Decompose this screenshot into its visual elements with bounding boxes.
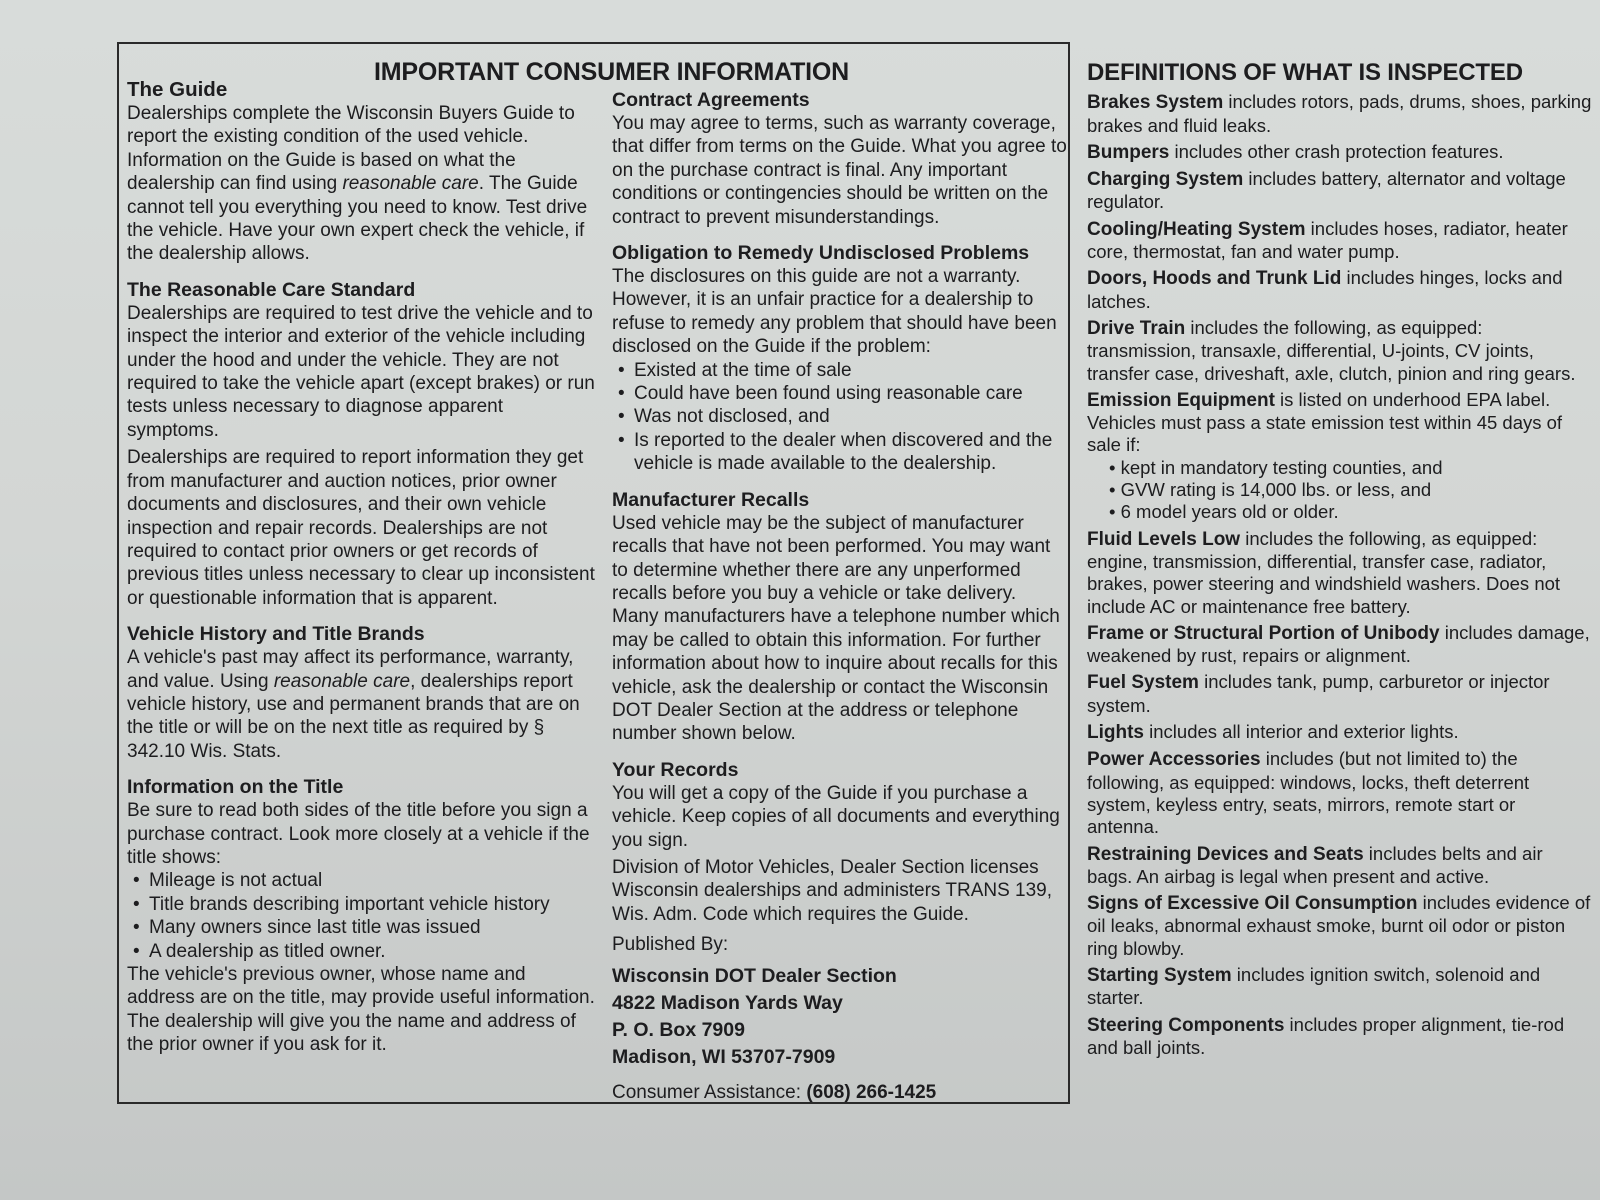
definition-text: includes the following, as equipped: engine, transmission, differential, transfer case, radiator, brakes, power steering and windshield washers. Does not include AC or maintenance free battery. [1087, 527, 1561, 617]
paragraph: Dealerships are required to report information they get from manufacturer and auction notices, prior owner documents and disclosures, and their own vehicle inspection and repair records. Dealerships are not required to contact prior owners or get records of previous titles unless necessary to clear up inconsistent or questionable information that is apparent. [127, 447, 595, 609]
definition-item [1087, 528, 1592, 618]
section-records [612, 758, 1067, 1104]
list-item: • Existed at the time of sale [634, 359, 1067, 382]
section-title-info [127, 775, 597, 1056]
emphasis: reasonable care [273, 670, 411, 692]
section-heading: Manufacturer Recalls [612, 488, 810, 511]
definition-text: includes hoses, radiator, heater core, thermostat, fan and water pump. [1087, 217, 1568, 263]
definition-term: Brakes System [1087, 92, 1224, 114]
definition-term: Doors, Hoods and Trunk Lid [1087, 268, 1342, 290]
assist-label: Consumer Assistance: [612, 1081, 807, 1103]
text: Dealerships complete the Wisconsin Buyers Guide to report the existing condition of the used vehicle. Information on the Guide is based on what the dealership can find using [127, 103, 575, 195]
text: , dealerships report vehicle history, use and permanent brands that are on the title or will be on the next title as required by § 342.10 Wis. Stats. [127, 670, 580, 762]
paragraph: The disclosures on this guide are not a warranty. However, it is an unfair practice for a dealership to refuse to remedy any problem that should have been disclosed on the Guide if the problem: [612, 266, 1057, 358]
definition-text: includes proper alignment, tie-rod and ball joints. [1087, 1013, 1565, 1058]
definition-item [1087, 622, 1592, 668]
definition-text: includes evidence of oil leaks, abnormal exhaust smoke, burnt oil odor or piston ring blowby. [1087, 892, 1591, 959]
definition-item [1087, 721, 1592, 744]
emphasis: reasonable care [342, 173, 479, 195]
definition-term: Fuel System [1087, 672, 1199, 694]
definition-term: Frame or Structural Portion of Unibody [1087, 622, 1440, 644]
list-item: • Was not disclosed, and [634, 405, 1067, 428]
definition-item [1087, 1014, 1592, 1060]
text: . The Guide cannot tell you everything you need to know. Test drive the vehicle. Have your own expert check the vehicle, if the dealership allows. [127, 173, 588, 265]
definition-item [1087, 267, 1592, 313]
definition-text: includes tank, pump, carburetor or injector system. [1087, 671, 1550, 716]
definition-subitem: • kept in mandatory testing counties, and [1109, 456, 1443, 478]
definition-text: is listed on underhood EPA label. Vehicles must pass a state emission test within 45 days of sale if: [1087, 388, 1563, 456]
address-line: Madison, WI 53707-7909 [612, 1045, 836, 1068]
middle-column [612, 88, 1067, 1104]
definition-term: Fluid Levels Low [1087, 528, 1241, 550]
definition-term: Restraining Devices and Seats [1087, 843, 1364, 865]
definition-text: includes rotors, pads, drums, shoes, parking brakes and fluid leaks. [1087, 91, 1592, 136]
paragraph: You will get a copy of the Guide if you purchase a vehicle. Keep copies of all documents and everything you sign. [612, 782, 1060, 851]
page-title: IMPORTANT CONSUMER INFORMATION [374, 58, 849, 86]
published-by-label: Published By: [612, 934, 729, 956]
definition-text: includes (but not limited to) the following, as equipped: windows, locks, theft deterrent system, keyless entry, seats, mirrors, remote start or antenna. [1087, 748, 1530, 838]
definition-text: includes other crash protection features. [1169, 140, 1504, 162]
definition-term: Charging System [1087, 169, 1244, 191]
definition-item [1087, 168, 1592, 214]
definition-text: includes damage, weakened by rust, repairs or alignment. [1087, 621, 1590, 667]
definition-item [1087, 317, 1592, 385]
bullet-list [127, 869, 597, 963]
address-line: Wisconsin DOT Dealer Section [612, 964, 897, 987]
paragraph: Division of Motor Vehicles, Dealer Section licenses Wisconsin dealerships and administers TRANS 139, Wis. Adm. Code which requires the Guide. [612, 856, 1053, 925]
list-item: • Could have been found using reasonable care [634, 382, 1067, 405]
definition-term: Signs of Excessive Oil Consumption [1087, 893, 1418, 915]
definitions-list [1087, 91, 1592, 1059]
section-vehicle-history [127, 622, 597, 763]
history-paragraph [127, 646, 597, 763]
definition-item [1087, 218, 1592, 264]
consumer-assistance [612, 1081, 1067, 1104]
definition-text: includes battery, alternator and voltage regulator. [1087, 168, 1566, 213]
list-item: • A dealership as titled owner. [149, 940, 597, 963]
definitions-title: DEFINITIONS OF WHAT IS INSPECTED [1087, 59, 1523, 86]
section-heading: Information on the Title [127, 776, 344, 799]
section-the-guide [127, 78, 597, 266]
assist-phone: (608) 266-1425 [806, 1081, 937, 1103]
definition-item [1087, 892, 1592, 960]
paragraph: Dealerships are required to test drive the vehicle and to inspect the interior and exterior of the vehicle including under the hood and under the vehicle. They are not required to take the vehicle apart (except brakes) or run tests unless necessary to diagnose apparent symptoms. [127, 302, 595, 441]
definition-subitem: • GVW rating is 14,000 lbs. or less, and [1109, 479, 1432, 501]
definition-text: includes belts and air bags. An airbag is legal when present and active. [1087, 842, 1543, 887]
section-heading: The Reasonable Care Standard [127, 278, 416, 301]
definition-text: includes all interior and exterior lights. [1144, 721, 1459, 743]
list-item: • Mileage is not actual [149, 869, 597, 892]
definition-term: Bumpers [1087, 141, 1170, 163]
paragraph: You may agree to terms, such as warranty coverage, that differ from terms on the Guide. What you agree to on the purchase contract is final. Any important conditions or contingencies should be written on the contract to prevent misunderstandings. [612, 113, 1067, 228]
definition-term: Steering Components [1087, 1014, 1285, 1036]
section-reasonable-care [127, 278, 597, 610]
bullet-list [612, 359, 1067, 476]
list-item: • Many owners since last title was issued [149, 916, 597, 939]
mailing-address [612, 963, 1067, 1071]
address-line: P. O. Box 7909 [612, 1018, 745, 1041]
definition-item [1087, 748, 1592, 838]
definition-item [1087, 91, 1592, 137]
definition-text: includes the following, as equipped: transmission, transaxle, differential, U-joints, CV joints, transfer case, driveshaft, axle, clutch, pinion and ring gears. [1087, 316, 1576, 384]
definition-item [1087, 141, 1592, 164]
paragraph: Used vehicle may be the subject of manufacturer recalls that have not been performed. You may want to determine whether there are any unperformed recalls before you buy a vehicle or take delivery. Many manufacturers have a telephone number which may be called to obtain this information. For further information about how to inquire about recalls for this vehicle, ask the dealership or contact the Wisconsin DOT Dealer Section at the address or telephone number shown below. [612, 512, 1060, 745]
left-column [127, 78, 597, 1069]
section-heading: Contract Agreements [612, 89, 810, 111]
guide-paragraph [127, 102, 597, 266]
section-heading: Vehicle History and Title Brands [127, 623, 425, 646]
definition-term: Drive Train [1087, 317, 1186, 339]
definition-term: Power Accessories [1087, 749, 1261, 771]
list-item: • Is reported to the dealer when discovered and the vehicle is made available to the dealership. [634, 429, 1067, 476]
definition-item [1087, 389, 1592, 524]
section-recalls [612, 488, 1067, 746]
text: A vehicle's past may affect its performance, warranty, and value. Using [127, 647, 574, 692]
paragraph: Be sure to read both sides of the title before you sign a purchase contract. Look more closely at a vehicle if the title shows: [127, 800, 590, 868]
definition-term: Emission Equipment [1087, 389, 1275, 411]
section-heading: The Guide [127, 78, 228, 101]
section-contract [612, 88, 1067, 229]
definition-text: includes hinges, locks and latches. [1087, 267, 1563, 312]
section-heading: Obligation to Remedy Undisclosed Problems [612, 242, 1030, 265]
address-line: 4822 Madison Yards Way [612, 991, 843, 1014]
definition-item [1087, 671, 1592, 717]
definition-subitem: • 6 model years old or older. [1109, 501, 1339, 523]
definition-term: Cooling/Heating System [1087, 218, 1306, 240]
section-obligation [612, 241, 1067, 476]
definition-text: includes ignition switch, solenoid and starter. [1087, 963, 1541, 1009]
section-heading: Your Records [612, 758, 739, 781]
definition-item [1087, 843, 1592, 889]
definition-term: Starting System [1087, 964, 1232, 986]
paragraph: The vehicle's previous owner, whose name and address are on the title, may provide useful information. The dealership will give you the name and address of the prior owner if you ask for it. [127, 964, 595, 1056]
list-item: • Title brands describing important vehicle history [149, 893, 597, 916]
definition-item [1087, 964, 1592, 1010]
definitions-column [1087, 59, 1592, 1063]
definition-term: Lights [1087, 722, 1144, 744]
